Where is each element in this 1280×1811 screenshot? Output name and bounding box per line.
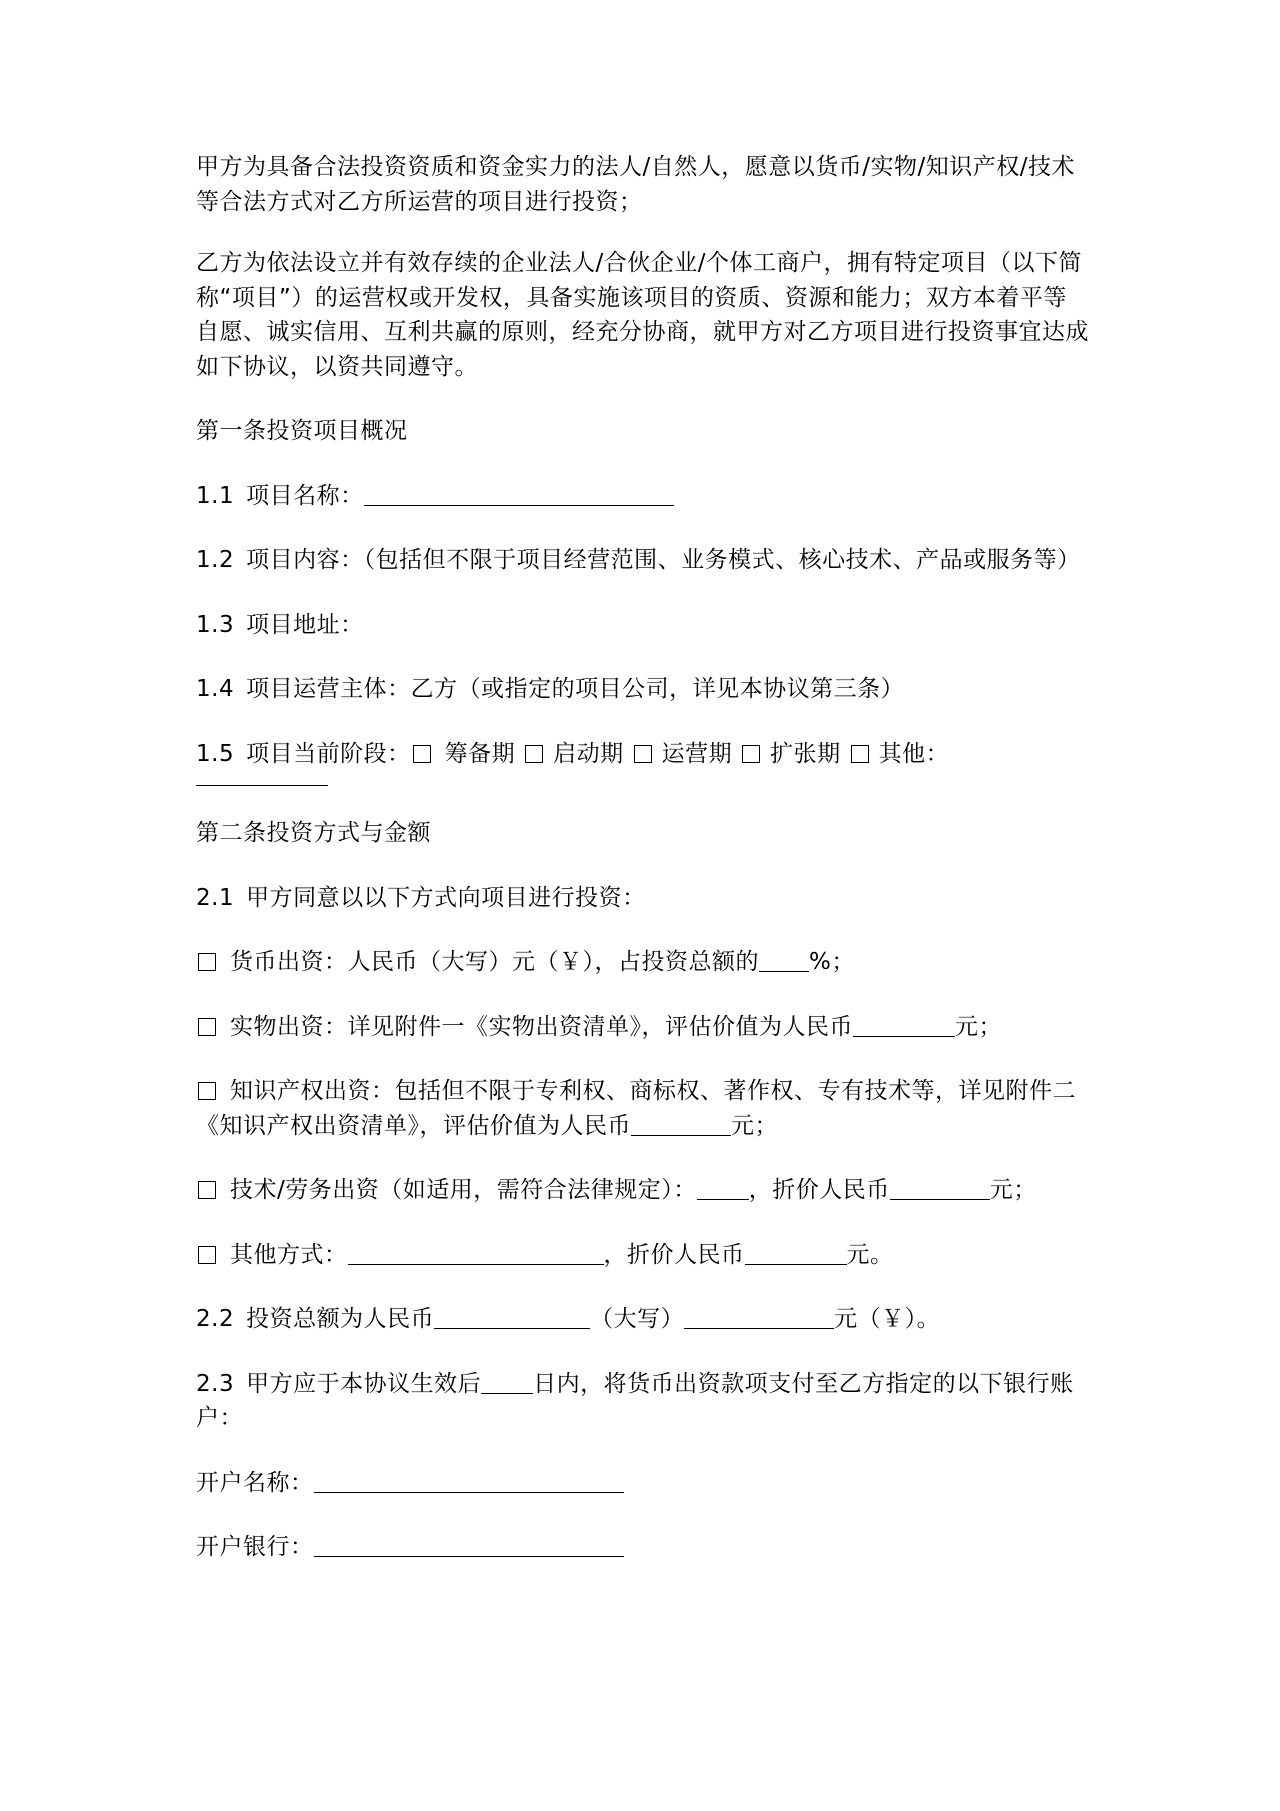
clause-2-3 xyxy=(196,1367,1090,1436)
stage-option: 运营期 xyxy=(661,740,733,767)
clause-number: 1.4 xyxy=(196,676,235,702)
goods-checkbox[interactable] xyxy=(198,1018,216,1036)
clause-number: 2.1 xyxy=(196,884,235,911)
goods-text: 实物出资：详见附件一《实物出资清单》，评估价值为人民币 xyxy=(230,1013,853,1040)
other-checkbox[interactable] xyxy=(198,1246,216,1264)
intro-paragraph-2: 乙方为依法设立并有效存续的企业法人/合伙企业/个体工商户，拥有特定项目（以下简称“项目”）的运营权或开发权，具备实施该项目的资质、资源和能力；双方本着平等自愿、诚实信用、互利共赢的原则，经充分协商，就甲方对乙方项目进行投资事宜达成如下协议，以资共同遵守。 xyxy=(196,250,1089,380)
stage-option: 其他： xyxy=(878,740,950,767)
account-name-label: 开户名称： xyxy=(196,1469,314,1496)
clause-1-2 xyxy=(196,543,1090,578)
clause-number: 2.3 xyxy=(196,1370,235,1397)
stage-option: 启动期 xyxy=(553,740,624,767)
option-tech xyxy=(196,1173,1090,1208)
account-bank-label: 开户银行： xyxy=(196,1534,314,1560)
clause-1-1 xyxy=(196,479,1090,514)
account-name-blank[interactable] xyxy=(314,1468,624,1493)
clause-1-5 xyxy=(196,737,1090,772)
clause-1-3 xyxy=(196,608,1090,643)
clause-1-4 xyxy=(196,672,1090,707)
clause-number: 1.3 xyxy=(196,611,235,638)
tech-desc-blank[interactable] xyxy=(697,1175,749,1200)
total-amount-end: 元（￥）。 xyxy=(834,1306,941,1332)
ip-value-blank[interactable] xyxy=(631,1111,731,1136)
article-2-heading: 第二条投资方式与金额 xyxy=(196,820,431,846)
cash-text-end: %； xyxy=(809,949,855,975)
project-address-label: 项目地址： xyxy=(246,611,364,638)
stage-other-blank[interactable] xyxy=(196,771,328,786)
total-amount-caps: （大写） xyxy=(590,1306,685,1332)
tech-value-blank[interactable] xyxy=(890,1175,990,1200)
stage-checkbox[interactable] xyxy=(742,745,760,763)
clause-2-2 xyxy=(196,1302,1090,1337)
intro-paragraph-1: 甲方为具备合法投资资质和资金实力的法人/自然人，愿意以货币/实物/知识产权/技术等合法方式对乙方所运营的项目进行投资； xyxy=(196,154,1075,215)
operating-entity-text: 项目运营主体：乙方（或指定的项目公司，详见本协议第三条） xyxy=(246,676,905,702)
stage-checkbox[interactable] xyxy=(634,745,652,763)
clause-2-1 xyxy=(196,881,1090,916)
payment-deadline-end: 日内，将货币出资款项支付至乙方指定的以下银行账户： xyxy=(196,1370,1074,1431)
cash-checkbox[interactable] xyxy=(198,953,216,971)
ip-text: 知识产权出资：包括但不限于专利权、商标权、著作权、专有技术等，详见附件二《知识产权出资清单》，评估价值为人民币 xyxy=(196,1078,1076,1139)
stage-option: 扩张期 xyxy=(770,740,841,767)
clause-number: 1.5 xyxy=(196,740,235,767)
cash-text: 货币出资：人民币（大写）元（￥），占投资总额的 xyxy=(230,949,759,975)
other-value-blank[interactable] xyxy=(745,1240,847,1265)
stage-checkbox[interactable] xyxy=(851,745,869,763)
project-name-label: 项目名称： xyxy=(246,482,364,509)
goods-text-end: 元； xyxy=(955,1013,1002,1040)
payment-deadline-text: 甲方应于本协议生效后 xyxy=(246,1370,482,1397)
article-1-heading: 第一条投资项目概况 xyxy=(196,418,408,444)
project-stage-label: 项目当前阶段： xyxy=(246,740,411,767)
option-cash xyxy=(196,945,1090,980)
clause-number: 1.2 xyxy=(196,547,235,573)
clause-number: 1.1 xyxy=(196,482,235,509)
stage-checkbox[interactable] xyxy=(413,745,431,763)
ip-text-end: 元； xyxy=(731,1112,778,1139)
clause-number: 2.2 xyxy=(196,1306,235,1332)
account-bank-line xyxy=(196,1530,1090,1565)
stage-option: 筹备期 xyxy=(444,740,516,767)
total-amount-blank[interactable] xyxy=(434,1304,590,1329)
payment-days-blank[interactable] xyxy=(481,1369,533,1394)
stage-checkbox[interactable] xyxy=(525,745,543,763)
option-goods xyxy=(196,1010,1090,1045)
cash-percent-blank[interactable] xyxy=(759,947,809,972)
tech-text-end: 元； xyxy=(989,1177,1037,1203)
other-text-mid: ，折价人民币 xyxy=(603,1241,745,1268)
option-other xyxy=(196,1238,1090,1273)
project-content-text: 项目内容：（包括但不限于项目经营范围、业务模式、核心技术、产品或服务等） xyxy=(246,547,1081,573)
other-text-end: 元。 xyxy=(846,1241,894,1268)
total-amount-text: 投资总额为人民币 xyxy=(246,1306,435,1332)
investment-method-intro: 甲方同意以以下方式向项目进行投资： xyxy=(246,884,646,911)
total-amount-caps-blank[interactable] xyxy=(684,1304,834,1329)
tech-text: 技术/劳务出资（如适用，需符合法律规定）： xyxy=(230,1177,697,1203)
option-ip xyxy=(196,1074,1090,1143)
goods-value-blank[interactable] xyxy=(853,1012,955,1037)
account-bank-blank[interactable] xyxy=(314,1532,624,1557)
other-desc-blank[interactable] xyxy=(348,1240,604,1265)
project-name-blank[interactable] xyxy=(364,481,674,506)
account-name-line xyxy=(196,1466,1090,1501)
tech-text-mid: ，折价人民币 xyxy=(748,1177,890,1203)
other-text: 其他方式： xyxy=(230,1241,348,1268)
tech-checkbox[interactable] xyxy=(198,1181,216,1199)
ip-checkbox[interactable] xyxy=(198,1082,216,1100)
